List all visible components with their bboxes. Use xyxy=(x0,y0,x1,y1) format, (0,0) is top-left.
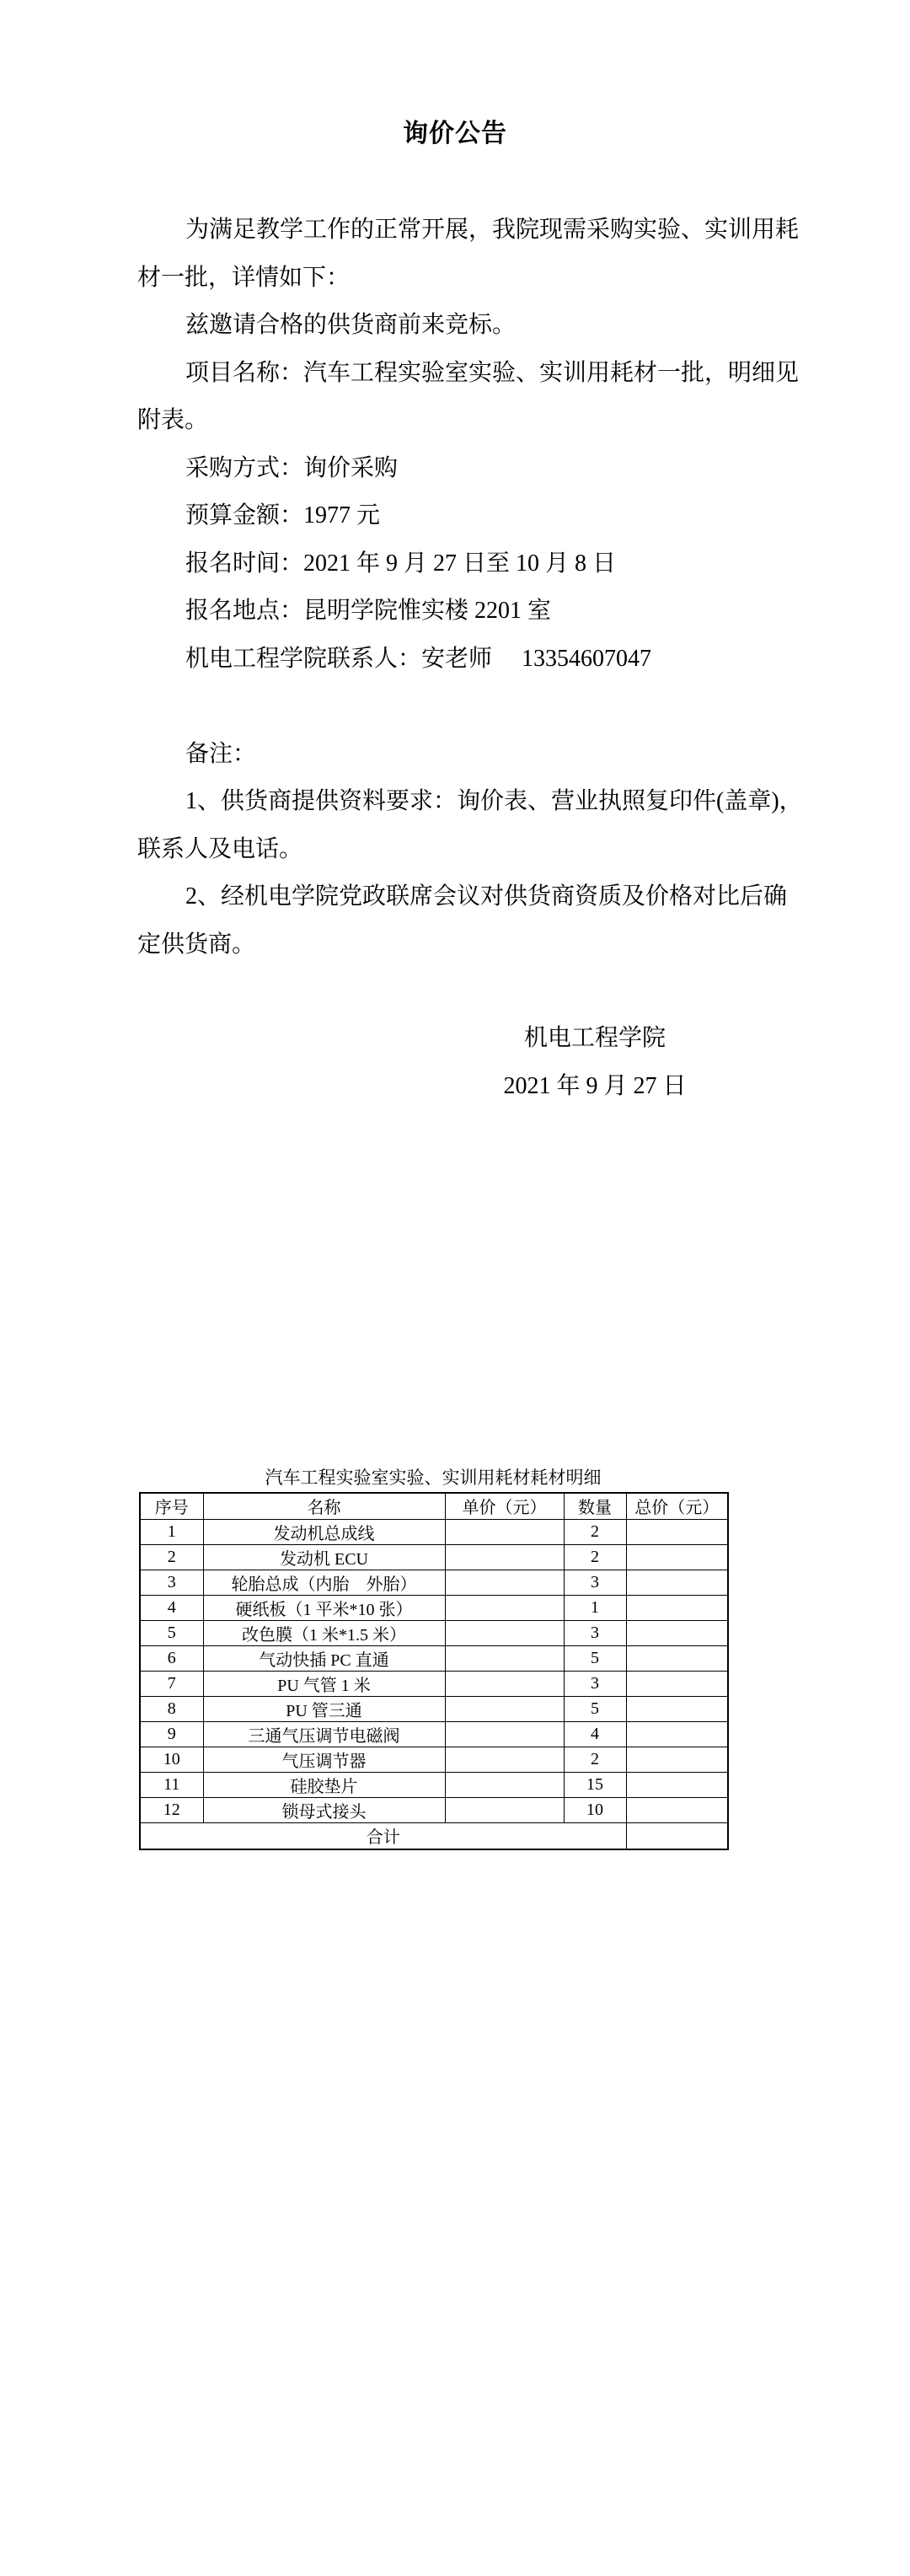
table-header xyxy=(140,1493,728,1519)
col-header-quantity: 数量 xyxy=(564,1493,626,1519)
table-cell: 8 xyxy=(140,1696,203,1721)
signature-block xyxy=(277,1015,910,1110)
table-cell: 三通气压调节电磁阀 xyxy=(203,1721,445,1747)
document-body xyxy=(137,207,803,969)
body-line: 项目名称：汽车工程实验室实验、实训用耗材一批，明细见 xyxy=(185,359,800,386)
table-cell: 4 xyxy=(564,1721,626,1747)
table-cell xyxy=(626,1772,728,1797)
table-cell: PU 气管 1 米 xyxy=(203,1671,445,1696)
table-cell: 3 xyxy=(564,1671,626,1696)
note-line: 1、供货商提供资料要求：询价表、营业执照复印件(盖章)， xyxy=(185,788,803,814)
body-line: 兹邀请合格的供货商前来竞标。 xyxy=(185,312,517,338)
table-title: 汽车工程实验室实验、实训用耗材耗材明细 xyxy=(265,1468,602,1488)
table-cell: 10 xyxy=(140,1747,203,1772)
table-cell: 10 xyxy=(564,1797,626,1822)
table-cell: 硬纸板（1 平米*10 张） xyxy=(203,1595,445,1620)
total-label: 合计 xyxy=(140,1822,626,1849)
table-row xyxy=(140,1772,728,1797)
table-row xyxy=(140,1671,728,1696)
table-cell xyxy=(626,1797,728,1822)
table-cell: 9 xyxy=(140,1721,203,1747)
table-cell: 6 xyxy=(140,1645,203,1671)
note-line: 2、经机电学院党政联席会议对供货商资质及价格对比后确 xyxy=(185,883,788,910)
body-line-purchase-method: 采购方式：询价采购 xyxy=(185,454,399,481)
table-cell: 12 xyxy=(140,1797,203,1822)
items-table xyxy=(139,1492,729,1850)
table-cell: 3 xyxy=(140,1570,203,1595)
table-cell xyxy=(445,1772,564,1797)
table-cell: PU 管三通 xyxy=(203,1696,445,1721)
table-row xyxy=(140,1721,728,1747)
col-header-unit-price: 单价（元） xyxy=(445,1493,564,1519)
table-cell xyxy=(445,1620,564,1645)
table-cell: 7 xyxy=(140,1671,203,1696)
table-cell xyxy=(445,1570,564,1595)
body-line-contact: 机电工程学院联系人：安老师 13354607047 xyxy=(185,645,652,672)
table-cell xyxy=(445,1544,564,1570)
blank-line xyxy=(137,683,778,731)
body-line: 附表。 xyxy=(137,407,209,433)
table-cell xyxy=(626,1747,728,1772)
table-cell xyxy=(626,1570,728,1595)
table-cell xyxy=(626,1645,728,1671)
table-cell: 2 xyxy=(140,1544,203,1570)
table-cell: 11 xyxy=(140,1772,203,1797)
body-line-signup-place: 报名地点：昆明学院惟实楼 2201 室 xyxy=(185,598,552,624)
table-cell xyxy=(626,1671,728,1696)
table-row xyxy=(140,1570,728,1595)
table-cell xyxy=(445,1671,564,1696)
table-cell: 5 xyxy=(564,1645,626,1671)
note-line: 联系人及电话。 xyxy=(137,835,303,862)
body-line-signup-time: 报名时间：2021 年 9 月 27 日至 10 月 8 日 xyxy=(185,550,617,577)
body-line: 材一批，详情如下： xyxy=(137,264,351,291)
col-header-index: 序号 xyxy=(140,1493,203,1519)
signature-org: 机电工程学院 xyxy=(523,1025,666,1051)
table-cell xyxy=(626,1696,728,1721)
table-cell: 气压调节器 xyxy=(203,1747,445,1772)
table-cell: 2 xyxy=(564,1519,626,1544)
table-cell: 15 xyxy=(564,1772,626,1797)
table-cell: 4 xyxy=(140,1595,203,1620)
table-cell: 3 xyxy=(564,1570,626,1595)
table-cell: 5 xyxy=(564,1696,626,1721)
table-cell: 5 xyxy=(140,1620,203,1645)
table-row xyxy=(140,1519,728,1544)
table-cell: 2 xyxy=(564,1544,626,1570)
table-cell xyxy=(445,1519,564,1544)
body-line-budget: 预算金额：1977 元 xyxy=(185,502,381,529)
header-row xyxy=(140,1493,728,1519)
table-row xyxy=(140,1595,728,1620)
table-row xyxy=(140,1544,728,1570)
table-cell: 1 xyxy=(564,1595,626,1620)
table-body xyxy=(140,1519,728,1822)
table-cell: 硅胶垫片 xyxy=(203,1772,445,1797)
table-cell: 气动快插 PC 直通 xyxy=(203,1645,445,1671)
page-title: 询价公告 xyxy=(403,120,507,148)
table-cell: 锁母式接头 xyxy=(203,1797,445,1822)
table-row xyxy=(140,1696,728,1721)
col-header-name: 名称 xyxy=(203,1493,445,1519)
table-cell xyxy=(626,1519,728,1544)
table-cell xyxy=(445,1595,564,1620)
table-row xyxy=(140,1747,728,1772)
table-cell xyxy=(626,1620,728,1645)
total-value xyxy=(626,1822,728,1849)
table-cell: 改色膜（1 米*1.5 米） xyxy=(203,1620,445,1645)
table-row xyxy=(140,1645,728,1671)
total-row xyxy=(140,1822,728,1849)
table-cell: 1 xyxy=(140,1519,203,1544)
table-cell: 3 xyxy=(564,1620,626,1645)
table-cell xyxy=(445,1797,564,1822)
col-header-total-price: 总价（元） xyxy=(626,1493,728,1519)
table-cell xyxy=(626,1544,728,1570)
signature-date: 2021 年 9 月 27 日 xyxy=(503,1072,687,1099)
table-cell xyxy=(445,1721,564,1747)
body-line: 为满足教学工作的正常开展，我院现需采购实验、实训用耗 xyxy=(185,217,800,243)
table-cell: 发动机总成线 xyxy=(203,1519,445,1544)
note-line: 定供货商。 xyxy=(137,931,256,958)
table-cell: 2 xyxy=(564,1747,626,1772)
table-cell xyxy=(626,1721,728,1747)
table-cell xyxy=(445,1645,564,1671)
table-cell: 轮胎总成（内胎 外胎） xyxy=(203,1570,445,1595)
table-footer xyxy=(140,1822,728,1849)
notes-heading: 备注： xyxy=(185,740,257,767)
table-cell xyxy=(445,1747,564,1772)
table-cell xyxy=(626,1595,728,1620)
table-cell: 发动机 ECU xyxy=(203,1544,445,1570)
table-row xyxy=(140,1797,728,1822)
table-row xyxy=(140,1620,728,1645)
table-cell xyxy=(445,1696,564,1721)
